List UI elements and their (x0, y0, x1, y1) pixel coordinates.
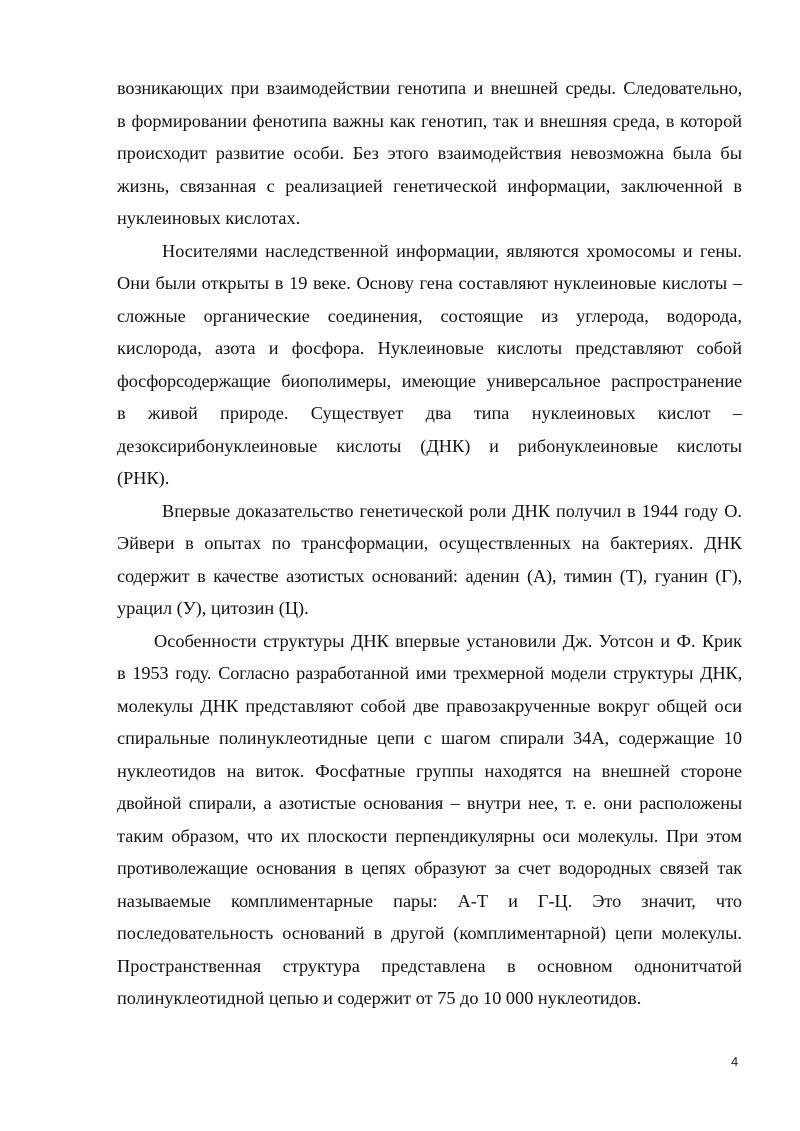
page-number: 4 (731, 1054, 739, 1069)
paragraph-4-line-4: спиральные полинуклеотидные цепи с шагом спирали 34А, содержащие 10 (117, 728, 742, 748)
paragraph-4-line-1: Особенности структуры ДНК впервые установили Дж. Уотсон и Ф. Крик (154, 630, 742, 651)
paragraph-4-line-8: противолежащие основания в цепях образуют за счет водородных связей так (117, 858, 742, 878)
paragraph-3-line-2: Эйвери в опытах по трансформации, осуществленных на бактериях. ДНК (117, 533, 742, 553)
paragraph-2-line-3: сложные органические соединения, состоящие из углерода, водорода, (117, 305, 742, 326)
paragraph-4-line-7: таким образом, что их плоскости перпендикулярны оси молекулы. При этом (117, 825, 742, 846)
paragraph-4-line-10: последовательность оснований в другой (комплиментарной) цепи молекулы. (117, 923, 742, 943)
paragraph-2-line-7: дезоксирибонуклеиновые кислоты (ДНК) и рибонуклеиновые кислоты (117, 435, 742, 456)
paragraph-2-line-8: (РНК). (117, 468, 170, 488)
paragraph-4-line-5: нуклеотидов на виток. Фосфатные группы находятся на внешней стороне (117, 760, 742, 781)
paragraph-4-line-3: молекулы ДНК представляют собой две правозакрученные вокруг общей оси (117, 695, 742, 716)
paragraph-2-line-2: Они были открыты в 19 веке. Основу гена составляют нуклеиновые кислоты – (117, 273, 742, 293)
paragraph-2-line-1: Носителями наследственной информации, являются хромосомы и гены. (162, 240, 742, 261)
paragraph-4-line-6: двойной спирали, а азотистые основания – внутри нее, т. е. они расположены (117, 793, 742, 813)
paragraph-2-line-6: в живой природе. Существует два типа нуклеиновых кислот – (117, 403, 742, 423)
paragraph-3-line-1: Впервые доказательство генетической роли ДНК получил в 1944 году О. (162, 500, 742, 521)
paragraph-4-line-2: в 1953 году. Согласно разработанной ими трехмерной модели структуры ДНК, (117, 663, 742, 683)
paragraph-4-line-12: полинуклеотидной цепью и содержит от 75 до 10 000 нуклеотидов. (117, 988, 642, 1008)
paragraph-1-line-1: возникающих при взаимодействии генотипа и внешней среды. Следовательно, (117, 78, 742, 98)
paragraph-1-line-4: жизнь, связанная с реализацией генетической информации, заключенной в (117, 175, 742, 196)
paragraph-2-line-5: фосфорсодержащие биополимеры, имеющие универсальное распространение (117, 370, 742, 391)
paragraph-1-line-5: нуклеиновых кислотах. (117, 208, 301, 228)
paragraph-3-line-3: содержит в качестве азотистых оснований: аденин (А), тимин (Т), гуанин (Г), (117, 565, 742, 586)
paragraph-4-line-11: Пространственная структура представлена в основном однонитчатой (117, 955, 742, 976)
body-text (117, 72, 742, 1015)
paragraph-1-line-2: в формировании фенотипа важны как генотип, так и внешняя среда, в которой (117, 110, 742, 131)
paragraph-2-line-4: кислорода, азота и фосфора. Нуклеиновые кислоты представляют собой (117, 338, 742, 358)
paragraph-4-line-9: называемые комплиментарные пары: А-Т и Г-Ц. Это значит, что (117, 890, 742, 911)
paragraph-1-line-3: происходит развитие особи. Без этого взаимодействия невозможна была бы (117, 143, 742, 163)
paragraph-3-line-4: урацил (У), цитозин (Ц). (117, 598, 309, 618)
